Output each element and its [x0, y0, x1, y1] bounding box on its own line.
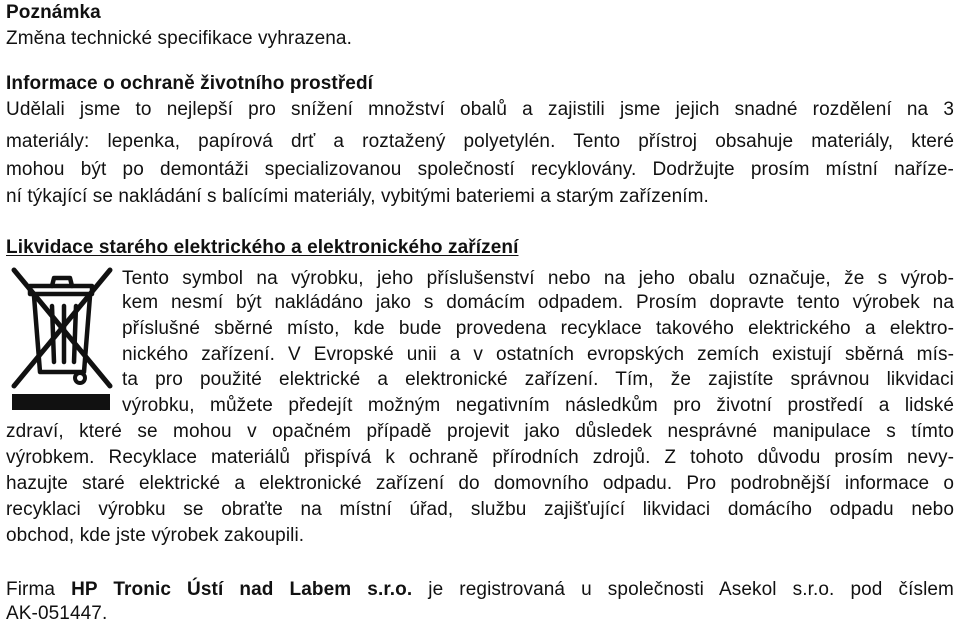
environment-paragraph-line: materiály: lepenka, papírová drť a roztažený polyetylén. Tento přístroj obsahuje materiály, které: [6, 131, 954, 152]
weee-paragraph-line: obchod, kde jste výrobek zakoupili.: [6, 525, 305, 546]
firm-prefix: Firma: [6, 579, 56, 600]
weee-paragraph-line: výrobku, můžete předejít možným negativním následkům pro životní prostředí a lidské: [122, 395, 954, 416]
environment-heading: Informace o ochraně životního prostředí: [6, 73, 374, 94]
environment-paragraph-line: ní týkající se nakládání s balícími materiály, vybitými bateriemi a starým zařízením.: [6, 186, 709, 207]
firm-name: HP Tronic Ústí nad Labem s.r.o.: [71, 579, 413, 600]
firm-suffix: je registrovaná u společnosti Asekol s.r.o. pod číslem: [428, 579, 954, 600]
crossed-out-wheelie-bin-icon: [8, 264, 116, 414]
environment-paragraph-line: mohou být po demontáži specializovanou společností recyklovány. Dodržujte prosím místní naříze-: [6, 159, 954, 180]
weee-paragraph-line: nického zařízení. V Evropské unii a v ostatních evropských zemích existují sběrná mís-: [122, 344, 954, 365]
weee-heading: Likvidace starého elektrického a elektronického zařízení: [6, 237, 519, 258]
weee-paragraph-line: výrobkem. Recyklace materiálů přispívá k ochraně přírodních zdrojů. Z tohoto důvodu prosím nevy-: [6, 447, 954, 468]
weee-paragraph-line: hazujte staré elektrické a elektronické zařízení do domovního odpadu. Pro podrobnější informace o: [6, 473, 954, 494]
weee-paragraph-line: Tento symbol na výrobku, jeho příslušenství nebo na jeho obalu označuje, že s výrob-: [122, 268, 954, 289]
environment-paragraph-line: Udělali jsme to nejlepší pro snížení množství obalů a zajistili jsme jejich snadné rozdělení na 3: [6, 99, 954, 120]
weee-paragraph-line: kem nesmí být nakládáno jako s domácím odpadem. Prosím dopravte tento výrobek na: [122, 292, 954, 313]
firm-registration-line: [6, 577, 954, 603]
weee-paragraph-line: příslušné sběrné místo, kde bude provedena recyklace takového elektrického a elektro-: [122, 318, 954, 339]
firm-registration-number: AK-051447.: [6, 603, 108, 624]
weee-paragraph-line: zdraví, které se mohou v opačném případě projevit jako důsledek nesprávné manipulace s tímto: [6, 421, 954, 442]
weee-paragraph-line: recyklaci výrobku se obraťte na místní úřad, službu zajišťující likvidaci domácího odpadu nebo: [6, 499, 954, 520]
weee-paragraph-line: ta pro použité elektrické a elektronické zařízení. Tím, že zajistíte správnou likvidaci: [122, 369, 954, 390]
note-heading: Poznámka: [6, 2, 101, 23]
note-text: Změna technické specifikace vyhrazena.: [6, 28, 352, 49]
